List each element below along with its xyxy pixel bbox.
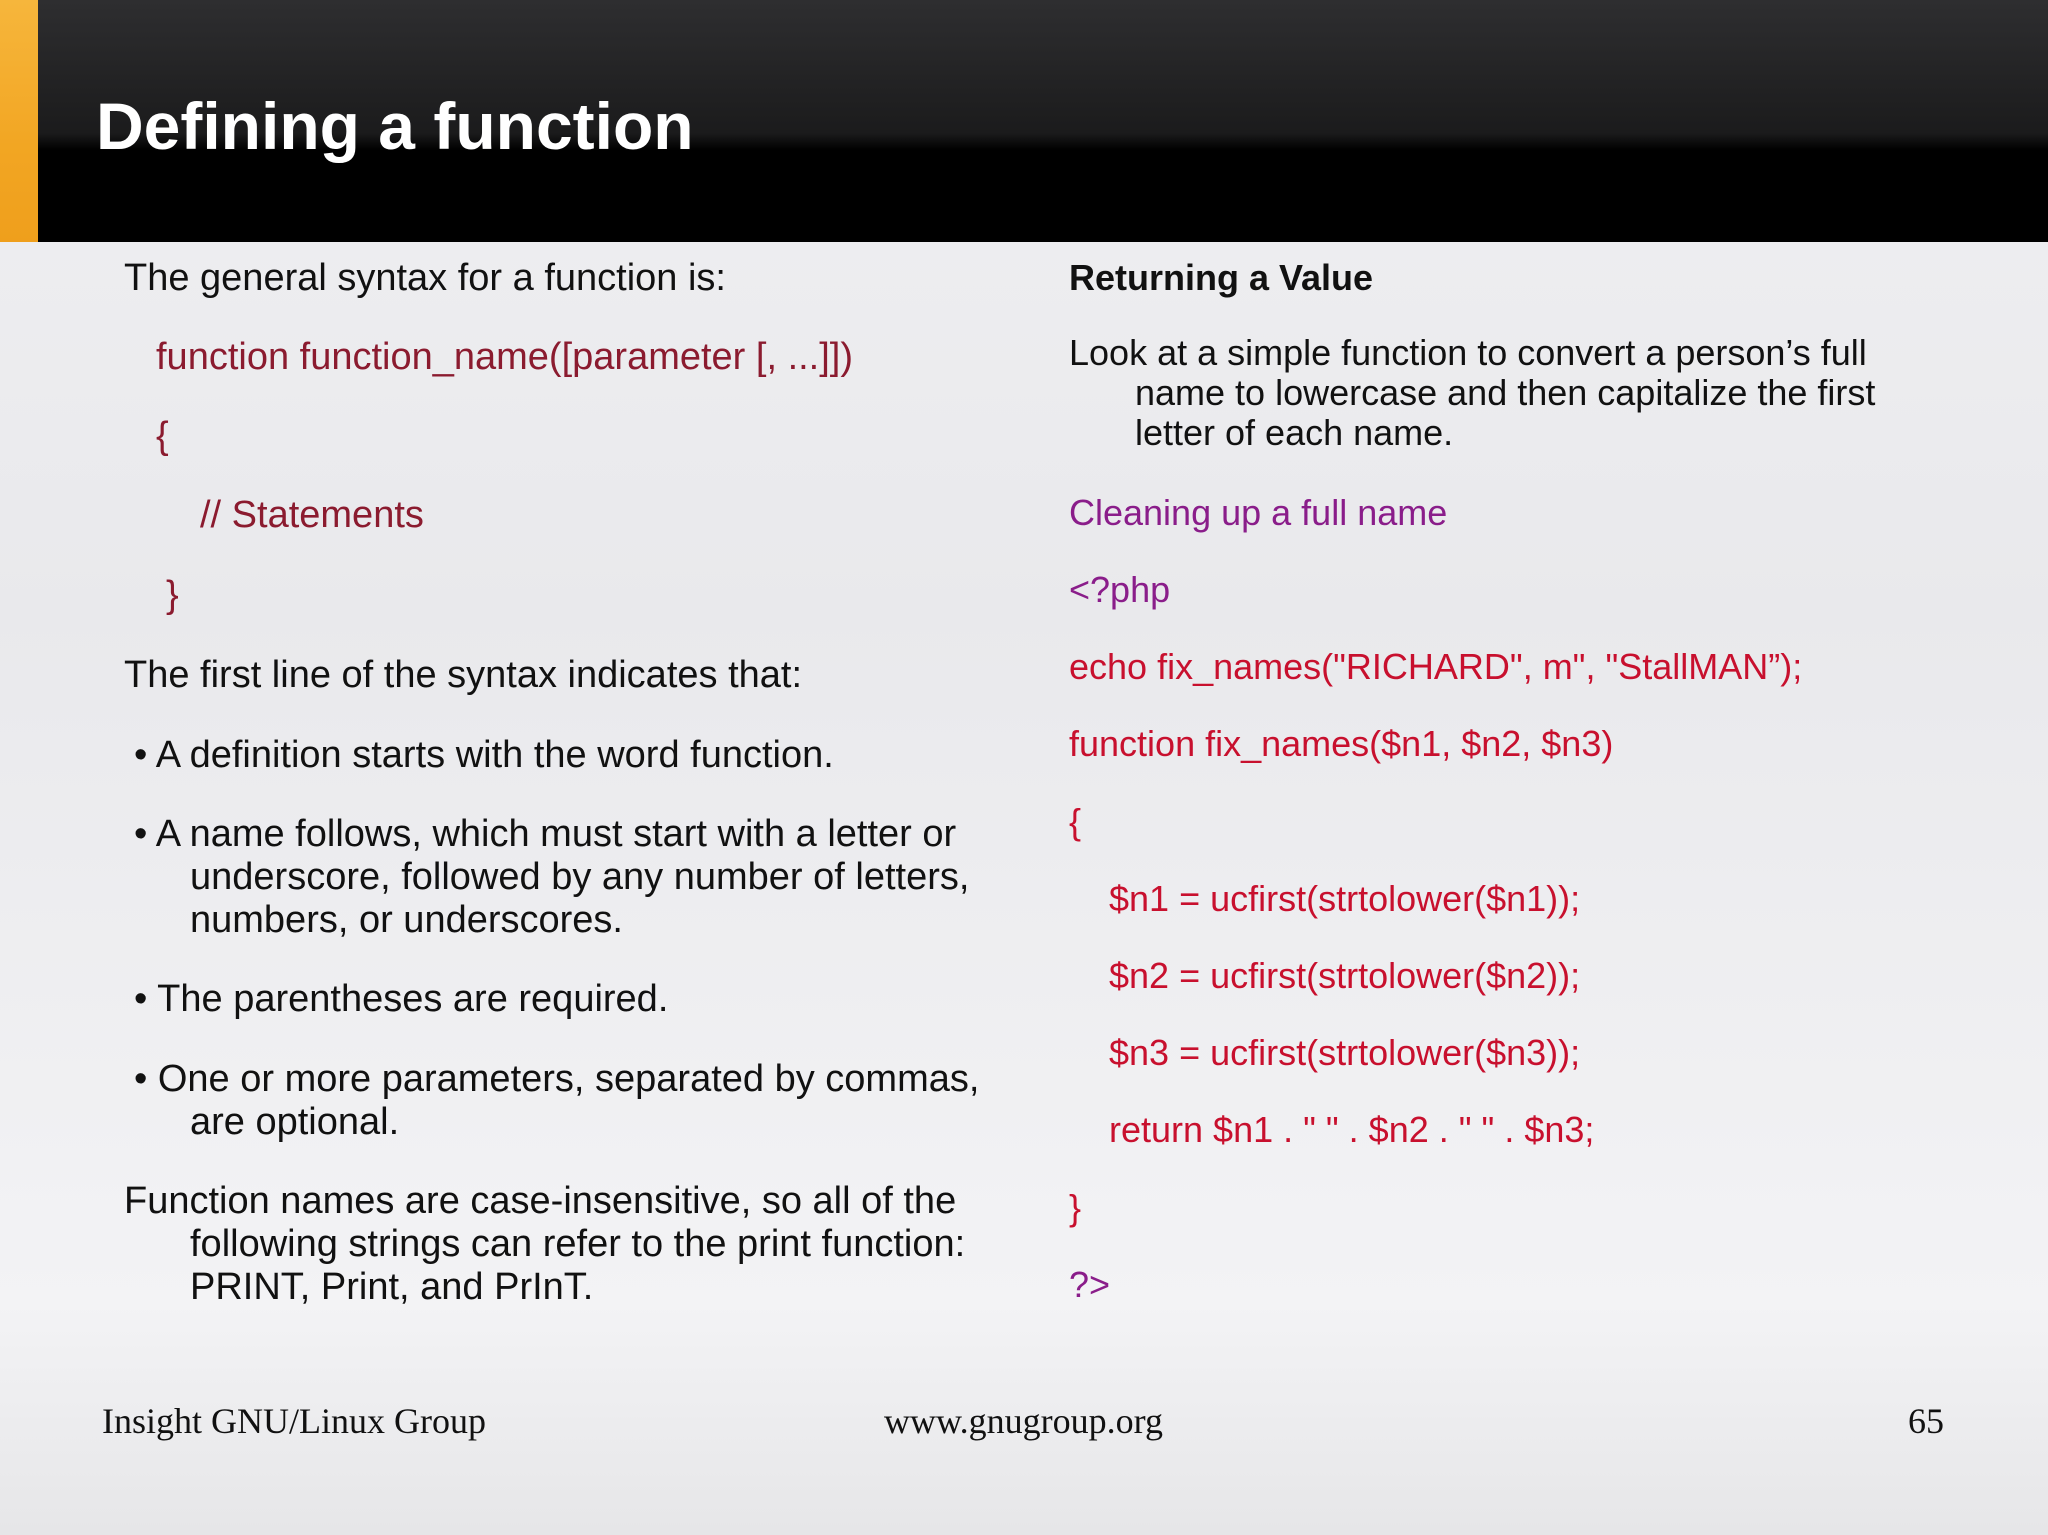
bullet-line: numbers, or underscores. (190, 899, 623, 941)
slide-title: Defining a function (96, 89, 694, 163)
first-line-intro: The first line of the syntax indicates that: (124, 654, 803, 696)
footer-organization: Insight GNU/Linux Group (102, 1401, 486, 1441)
code-echo-line: echo fix_names("RICHARD", m", "StallMAN”); (1069, 646, 1803, 687)
section-heading: Returning a Value (1069, 257, 1374, 298)
paragraph-line: letter of each name. (1135, 412, 1454, 453)
syntax-open-brace: { (156, 415, 169, 457)
code-body-line: $n2 = ucfirst(strtolower($n2)); (1109, 955, 1581, 996)
paragraph-line: name to lowercase and then capitalize the first (1135, 372, 1876, 413)
bullet-item (134, 978, 668, 1021)
bullet-item (134, 813, 969, 942)
paragraph-line: PRINT, Print, and PrInT. (190, 1266, 594, 1308)
footer-website: www.gnugroup.org (884, 1401, 1163, 1441)
bullet-line: • A definition starts with the word function. (134, 734, 834, 776)
code-body-line: $n3 = ucfirst(strtolower($n3)); (1109, 1032, 1581, 1073)
bullet-line: • One or more parameters, separated by commas, (134, 1058, 980, 1100)
code-close-brace: } (1069, 1187, 1082, 1228)
bullet-line: underscore, followed by any number of letters, (190, 856, 970, 898)
code-open-brace: { (1069, 801, 1082, 842)
bullet-line: • A name follows, which must start with a letter or (134, 813, 957, 855)
php-open-tag: <?php (1069, 569, 1171, 610)
syntax-close-brace: } (166, 574, 179, 616)
code-function-line: function fix_names($n1, $n2, $n3) (1069, 723, 1614, 764)
closing-paragraph (124, 1180, 965, 1309)
example-caption: Cleaning up a full name (1069, 492, 1448, 533)
code-body-line: return $n1 . " " . $n2 . " " . $n3; (1109, 1109, 1595, 1150)
bullet-line: • The parentheses are required. (134, 978, 669, 1020)
page-number: 65 (1908, 1401, 1944, 1441)
accent-stripe (0, 0, 38, 242)
syntax-statements: // Statements (200, 494, 424, 536)
paragraph-line: Look at a simple function to convert a person’s full (1069, 332, 1867, 373)
syntax-signature: function function_name([parameter [, ...]]) (156, 336, 854, 378)
code-body-line: $n1 = ucfirst(strtolower($n1)); (1109, 878, 1581, 919)
bullet-line: are optional. (190, 1101, 400, 1143)
paragraph-line: Function names are case-insensitive, so all of the (124, 1180, 957, 1222)
description-paragraph (1069, 333, 1875, 453)
bullet-item (134, 1058, 979, 1144)
bullet-item (134, 734, 834, 777)
paragraph-line: following strings can refer to the print function: (190, 1223, 966, 1265)
syntax-intro: The general syntax for a function is: (124, 257, 726, 299)
php-close-tag: ?> (1069, 1264, 1111, 1305)
